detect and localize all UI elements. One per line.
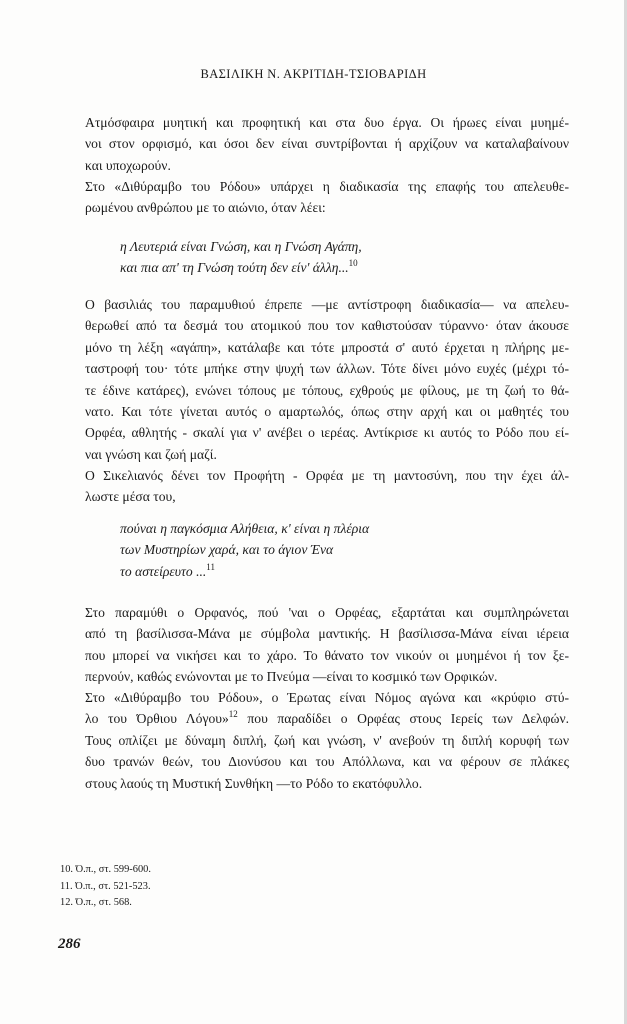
text-line: Στο «Διθύραμβο του Ρόδου» υπάρχει η διαδικασία της επαφής του απελευθε- bbox=[85, 179, 569, 194]
text-line: περνούν, καθώς ενώνονται με το Πνεύμα —είναι το κοσμικό των Ορφικών. bbox=[85, 669, 498, 685]
text-line: ναι γνώση και ζωή μαζί. bbox=[85, 446, 217, 462]
text-line: μόνο τη λέξη «αγάπη», κατάλαβε και τότε μπροστά σ' αυτό έρχεται η πλήρης με- bbox=[85, 339, 569, 355]
footnote-11: 11. Ό.π., στ. 521-523. bbox=[60, 880, 151, 892]
text-line: Στο παραμύθι ο Ορφανός, πού 'ναι ο Ορφέας, εξαρτάται και συμπληρώνεται bbox=[85, 605, 569, 620]
footnote-ref: 10 bbox=[348, 258, 358, 269]
text-line: Ο Σικελιανός δένει τον Προφήτη - Ορφέα με τη μαντοσύνη, που την έχει άλ- bbox=[85, 468, 569, 483]
footnotes bbox=[60, 862, 151, 912]
verse-line: το αστείρευτο ...$^{11}$ bbox=[120, 561, 215, 579]
text-line: θερωθεί από τα δεσμά του ατομικού που τον καθιστούσαν τύραννο· όταν άκουσε bbox=[85, 318, 569, 334]
text-line: νατο. Και τότε γίνεται αυτός ο αμαρτωλός, όπως στην αρχή και οι μαθητές του bbox=[85, 404, 569, 420]
verse-quote-1 bbox=[120, 236, 362, 279]
paragraph-4 bbox=[85, 465, 569, 508]
text-line: Τους οπλίζει με δύναμη διπλή, ζωή και γνώση, ν' ανεβούν τη διπλή κορυφή των bbox=[85, 732, 569, 748]
text-line: λωστε μέσα του, bbox=[85, 489, 176, 505]
text-line: Ατμόσφαιρα μυητική και προφητική και στα δυο έργα. Οι ήρωες είναι μυημέ- bbox=[85, 115, 569, 130]
text-line: που μπορεί να νικήσει και το χάρο. Το θάνατο τον νικούν οι μυημένοι ή τον ξε- bbox=[85, 647, 569, 663]
footnote-ref: 11 bbox=[206, 561, 215, 572]
footnote-ref: 12 bbox=[228, 709, 238, 720]
verse-quote-2 bbox=[120, 518, 369, 582]
text-line: στους λαούς τη Μυστική Συνθήκη —το Ρόδο το εκατόφυλλο. bbox=[85, 775, 423, 791]
text-line: από τη βασίλισσα-Μάνα με σύμβολα μαντικής. Η βασίλισσα-Μάνα είναι ιέρεια bbox=[85, 626, 569, 642]
text-line: και υποχωρούν. bbox=[85, 157, 171, 173]
paragraph-3 bbox=[85, 294, 569, 465]
text-line: ρωμένου ανθρώπου με το αιώνιο, όταν λέει: bbox=[85, 200, 326, 216]
text-line: λο του Όρθιου Λόγου»$^{12}$ που παραδίδει ο Ορφέας στους Ιερείς των Δελφών. bbox=[85, 709, 569, 727]
text-line: Στο «Διθύραμβο του Ρόδου», ο Έρωτας είναι Νόμος αγώνα και «κρύφιο στύ- bbox=[85, 690, 569, 705]
paragraph-6 bbox=[85, 687, 569, 794]
text-line: δυο τρανών θεών, του Διονύσου και του Απόλλωνα, και να φέρουν σε πλάκες bbox=[85, 754, 569, 770]
footnote-10: 10. Ό.π., στ. 599-600. bbox=[60, 864, 151, 875]
verse-line: πούναι η παγκόσμια Αλήθεια, κ' είναι η πλέρια bbox=[120, 521, 370, 536]
footnote-12: 12. Ό.π., στ. 568. bbox=[60, 897, 132, 909]
text-line: Ο βασιλιάς του παραμυθιού έπρεπε —με αντίστροφη διαδικασία— να απελευ- bbox=[85, 297, 569, 312]
text-line: τε έδινε κατάρες), ενώνει τόπους με τόπους, εχθρούς με φίλους, με τη ζωή το θά- bbox=[85, 382, 569, 398]
text-line: νοι στον ορφισμό, και όσοι δεν είναι συντρίβονται ή αρχίζουν να καταλαβαίνουν bbox=[85, 136, 569, 152]
page-number: 286 bbox=[58, 936, 81, 952]
text-line: ταστροφή του· τότε μπήκε στην ψυχή των άλλων. Τότε δίνει μόνο ευχές (μέχρι τό- bbox=[85, 361, 569, 377]
verse-line: η Λευτεριά είναι Γνώση, και η Γνώση Αγάπη, bbox=[120, 239, 362, 254]
verse-line: των Μυστηρίων χαρά, και το άγιον Ένα bbox=[120, 542, 334, 558]
verse-line: και πια απ' τη Γνώση τούτη δεν είν' άλλη...$^{10}$ bbox=[120, 258, 358, 276]
paragraph-5 bbox=[85, 602, 569, 688]
paragraph-2 bbox=[85, 176, 569, 219]
text-line: Ορφέα, αθλητής - σκαλί για ν' ανέβει ο ιερέας. Αντίκρισε κι αυτός το Ρόδο που εί- bbox=[85, 425, 569, 441]
running-header: ΒΑΣΙΛΙΚΗ Ν. ΑΚΡΙΤΙΔΗ-ΤΣΙΟΒΑΡΙΔΗ bbox=[200, 67, 427, 81]
paragraph-1 bbox=[85, 112, 569, 176]
